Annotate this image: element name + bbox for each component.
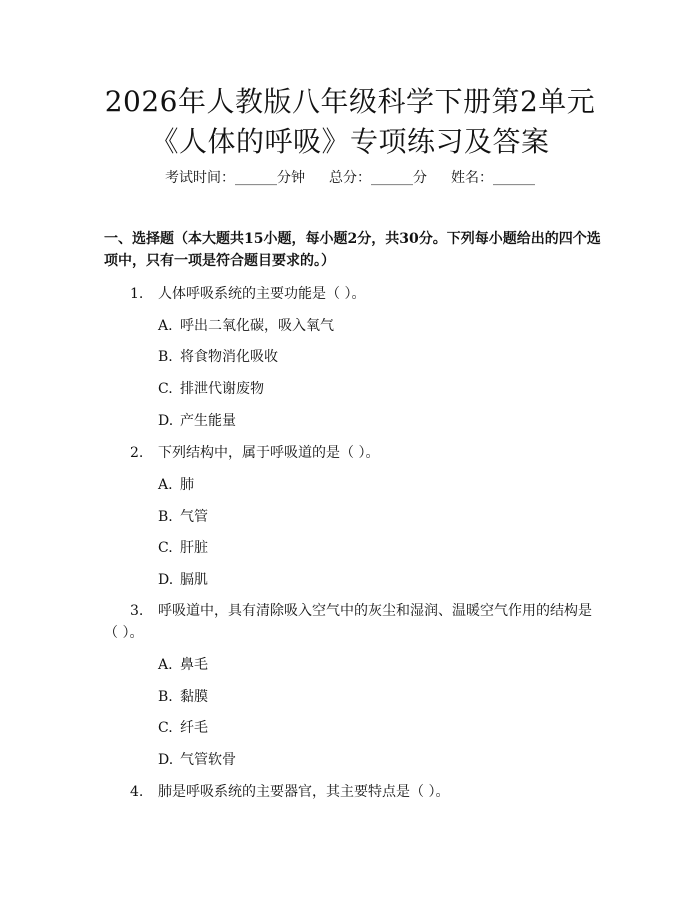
name-label: 姓名：______ <box>451 170 535 186</box>
option-letter: B. <box>158 349 173 365</box>
option-letter: A. <box>158 477 173 493</box>
question-2-option-a <box>158 474 598 496</box>
option-text: 产生能量 <box>180 413 236 429</box>
question-3 <box>104 600 604 644</box>
question-3-option-c <box>158 717 598 739</box>
option-letter: C. <box>158 540 173 556</box>
exam-time-label: 考试时间：______分钟 <box>165 170 305 186</box>
option-text: 鼻毛 <box>180 657 208 673</box>
question-2 <box>104 442 604 464</box>
option-text: 排泄代谢废物 <box>180 381 264 397</box>
question-number: 2. <box>130 445 144 461</box>
question-text: 下列结构中，属于呼吸道的是（ ）。 <box>158 445 380 461</box>
exam-info-line <box>0 168 700 188</box>
option-letter: D. <box>158 572 174 588</box>
question-number: 3. <box>130 603 144 619</box>
question-2-option-d <box>158 569 598 591</box>
question-number: 4. <box>130 784 144 800</box>
option-letter: B. <box>158 689 173 705</box>
section-heading: 一、选择题（本大题共15小题，每小题2分，共30分。下列每小题给出的四个选项中，只有一项是符合题目要求的。） <box>104 231 601 269</box>
option-text: 膈肌 <box>180 572 208 588</box>
question-3-option-a <box>158 654 598 676</box>
question-1-option-d <box>158 410 598 432</box>
option-letter: A. <box>158 318 173 334</box>
option-letter: D. <box>158 752 174 768</box>
question-1 <box>104 283 604 305</box>
question-3-option-d <box>158 749 598 771</box>
question-3-option-b <box>158 686 598 708</box>
question-1-option-c <box>158 378 598 400</box>
question-text: 呼吸道中，具有清除吸入空气中的灰尘和湿润、温暖空气作用的结构是（ ）。 <box>104 603 592 641</box>
option-letter: A. <box>158 657 173 673</box>
option-text: 将食物消化吸收 <box>180 349 278 365</box>
option-letter: D. <box>158 413 174 429</box>
option-text: 肝脏 <box>180 540 208 556</box>
question-number: 1. <box>130 286 144 302</box>
question-text: 人体呼吸系统的主要功能是（ ）。 <box>158 286 366 302</box>
option-text: 气管软骨 <box>180 752 236 768</box>
option-text: 纤毛 <box>180 720 208 736</box>
option-text: 气管 <box>180 509 208 525</box>
total-score-label: 总分：______分 <box>329 170 427 186</box>
option-text: 呼出二氧化碳，吸入氧气 <box>180 318 334 334</box>
option-letter: B. <box>158 509 173 525</box>
question-2-option-c <box>158 537 598 559</box>
option-text: 黏膜 <box>180 689 208 705</box>
question-4 <box>104 781 604 803</box>
option-letter: C. <box>158 381 173 397</box>
question-2-option-b <box>158 506 598 528</box>
option-text: 肺 <box>180 477 194 493</box>
option-letter: C. <box>158 720 173 736</box>
page-title: 2026年人教版八年级科学下册第2单元《人体的呼吸》专项练习及答案 <box>104 85 596 158</box>
question-text: 肺是呼吸系统的主要器官，其主要特点是（ ）。 <box>158 784 450 800</box>
question-1-option-a <box>158 315 598 337</box>
question-1-option-b <box>158 346 598 368</box>
